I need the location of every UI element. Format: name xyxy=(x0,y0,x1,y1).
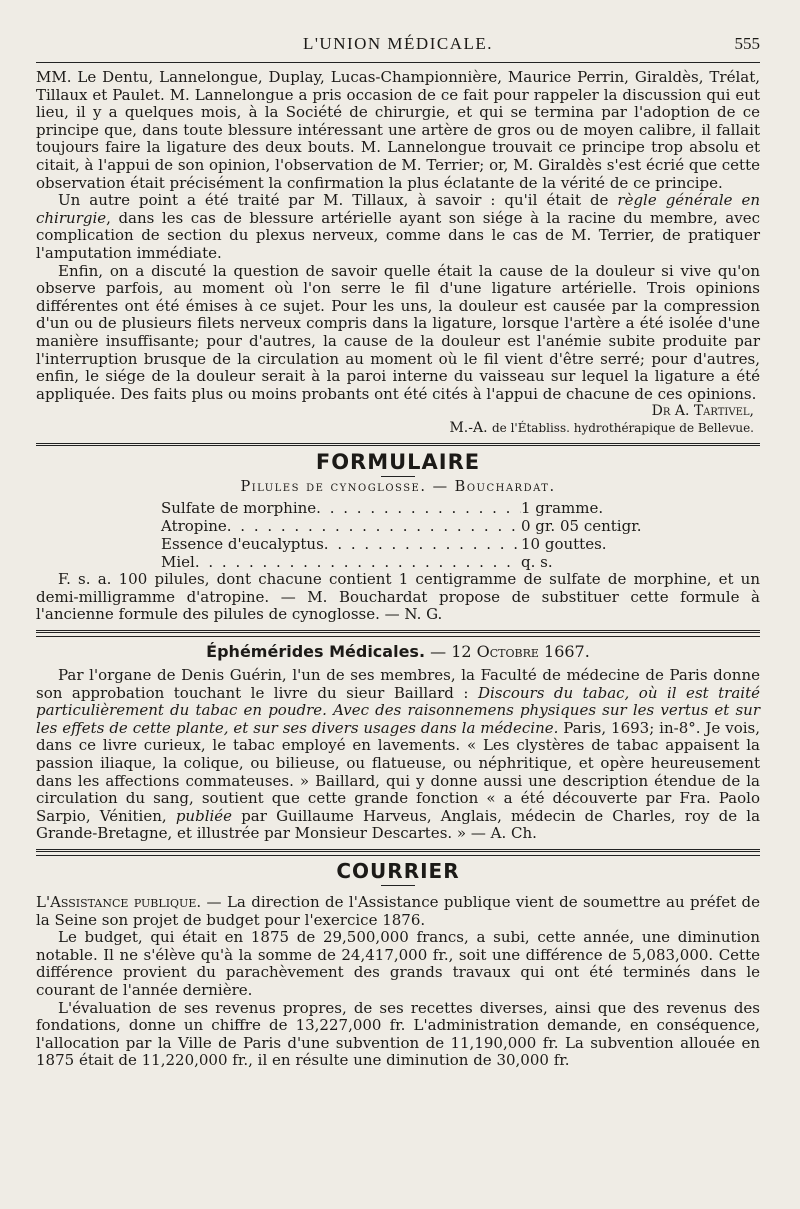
book-title: Discours du tabac, où il est traité particulièrement du tabac en poudre. Avec des raisonnemens physiques sur les vertus et sur les effets de cette plante, et sur ses divers usages dans la médecine. xyxy=(36,683,760,737)
courrier-paragraph-3: L'évaluation de ses revenus propres, de ses recettes diverses, ainsi que des revenus des fondations, donne un chiffre de 13,227,000 fr. L'administration demande, en conséquence, l'allocation par la Ville de Paris d'une subvention de 11,190,000 fr. La subvention allouée en 1875 était de 11,220,000 fr., il en résulte une diminution de 30,000 fr. xyxy=(36,998,760,1070)
article-paragraph-2 xyxy=(36,192,760,262)
signature-name: Dr A. Tartivel, xyxy=(651,403,754,420)
formula-ingredient: Miel xyxy=(161,553,195,572)
formulaire-subtitle: Pilules de cynoglosse. — Bouchardat. xyxy=(240,479,556,496)
courrier-title: COURRIER xyxy=(336,859,460,883)
formula-item xyxy=(161,553,641,571)
formula-ingredient: Essence d'eucalyptus xyxy=(161,535,324,554)
article-p2-text-b: , dans les cas de blessure artérielle ayant son siége à la racine du membre, avec complication de section du plexus nerveux, comme dans le cas de M. Terrier, de pratiquer l'amputation immédiate. xyxy=(36,208,760,262)
formula-quantity: 0 gr. 05 centigr. xyxy=(521,517,642,536)
formula-ingredient: Atropine xyxy=(161,517,227,536)
article-p2-emphasis: règle générale en chirurgie xyxy=(36,191,760,227)
leader-dots xyxy=(316,499,521,517)
courrier-paragraph-1 xyxy=(36,894,760,929)
running-head xyxy=(36,26,760,63)
formula-quantity: 10 gouttes. xyxy=(521,535,607,554)
ephemerides-text-b: Paris, 1693; in-8°. Je vois, dans ce livre curieux, le tabac employé en lavements. « Les clystères de tabac appaisent la passion iliaque, la colique, ou bilieuse, ou flatueuse, ou néphritique, et opère heureusement dans les affections commateuses. » Baillard, qui y donne aussi une description étendue de la circulation du sang, soutient que cette grande fonction « a été découverte par Fra. Paolo Sarpio, Vénitien, xyxy=(36,718,760,825)
article-paragraph-1: MM. Le Dentu, Lannelongue, Duplay, Lucas-Championnière, Maurice Perrin, Giraldès, Trélat, Tillaux et Paulet. M. Lannelongue a pris occasion de ce fait pour rappeler la discussion qui eut lieu, il y a quelques mois, à la Société de chirurgie, et qui se termina par l'adoption de ce principe que, dans toute blessure intéressant une artère de gros ou de moyen calibre, il fallait toujours faire la ligature des deux bouts. M. Lannelongue trouvait ce principe trop absolu et citait, à l'appui de son opinion, l'observation de M. Terrier; or, M. Giraldès s'est écrié que cette observation était précisément la confirmation la plus éclatante de la vérité de ce principe. xyxy=(36,68,760,192)
formula-list xyxy=(161,499,641,571)
title-underline xyxy=(381,476,415,477)
courrier-p1-text: — La direction de l'Assistance publique vient de soumettre au préfet de la Seine son projet de budget pour l'exercice 1876. xyxy=(36,893,760,929)
ephemerides-text-c: par Guillaume Harveus, Anglais, médecin de Charles, roy de la Grande-Bretagne, et illustrée par Monsieur Descartes. » — A. Ch. xyxy=(36,806,761,843)
ephemerides-paragraph xyxy=(36,667,760,843)
running-title: L'UNION MÉDICALE. xyxy=(302,34,494,53)
formula-item xyxy=(161,535,641,553)
formula-item xyxy=(161,517,641,535)
article-paragraph-3: Enfin, on a discuté la question de savoir quelle était la cause de la douleur si vive qu'on observe parfois, au moment où l'on serre le fil d'une ligature artérielle. Trois opinions différentes ont été émises à ce sujet. Pour les uns, la douleur est causée par la compression d'un ou de plusieurs filets nerveux compris dans la ligature, lorsque l'artère a été isolée d'une manière insuffisante; pour d'autres, la cause de la douleur est l'anémie subite produite par l'interruption brusque de la circulation au moment où le fil vient d'être serré; pour d'autres, enfin, le siége de la douleur serait à la paroi interne du vaisseau sur lequel la ligature a été appliquée. Des faits plus ou moins probants ont été cités à l'appui de chacune de ces opinions. xyxy=(36,261,760,403)
ephemerides-text-a: Par l'organe de Denis Guérin, l'un de ses membres, la Faculté de médecine de Paris donne son approbation touchant le livre du sieur Baillard : xyxy=(36,666,760,702)
formulaire-text: F. s. a. 100 pilules, dont chacune contient 1 centigramme de sulfate de morphine, et un demi-milligramme d'atropine. — M. Bouchardat propose de substituer cette formule à l'ancienne formule des pilules de cynoglosse. — N. G. xyxy=(36,570,760,624)
formulaire-title: FORMULAIRE xyxy=(315,450,481,475)
article-p2-text-a: Un autre point a été traité par M. Tillaux, à savoir : qu'il était de xyxy=(58,191,618,210)
signature-affil-prefix: M.-A. xyxy=(449,420,492,437)
signature-affil-text: de l'Établiss. hydrothérapique de Bellevue. xyxy=(491,421,754,436)
ephemerides-emphasis: publiée xyxy=(175,806,233,825)
ephemerides-date: — 12 Octobre 1667. xyxy=(425,642,590,662)
signature-affiliation xyxy=(36,420,754,437)
formula-ingredient: Sulfate de morphine xyxy=(161,499,317,518)
ephemerides-title: Éphémérides Médicales. xyxy=(206,642,426,662)
section-divider xyxy=(36,849,760,856)
courrier-paragraph-2: Le budget, qui était en 1875 de 29,500,000 francs, a subi, cette année, une diminution notable. Il ne s'élève qu'à la somme de 24,417,000 fr., soit une différence de 5,083,000. Cette différence provient du parachèvement des grands travaux qui ont été terminés dans le courant de l'année dernière. xyxy=(36,928,760,999)
article-signature xyxy=(36,403,760,437)
formula-quantity: 1 gramme. xyxy=(521,499,604,518)
section-divider xyxy=(36,630,760,637)
formula-quantity: q. s. xyxy=(521,553,553,572)
leader-dots xyxy=(227,517,521,535)
courrier-lead: L'Assistance publique. xyxy=(36,893,202,911)
formula-item xyxy=(161,499,641,517)
page-number: 555 xyxy=(734,34,760,53)
section-divider xyxy=(36,443,760,446)
leader-dots xyxy=(324,535,521,553)
ephemerides-heading xyxy=(36,642,760,661)
title-underline xyxy=(381,885,415,886)
leader-dots xyxy=(195,553,521,571)
